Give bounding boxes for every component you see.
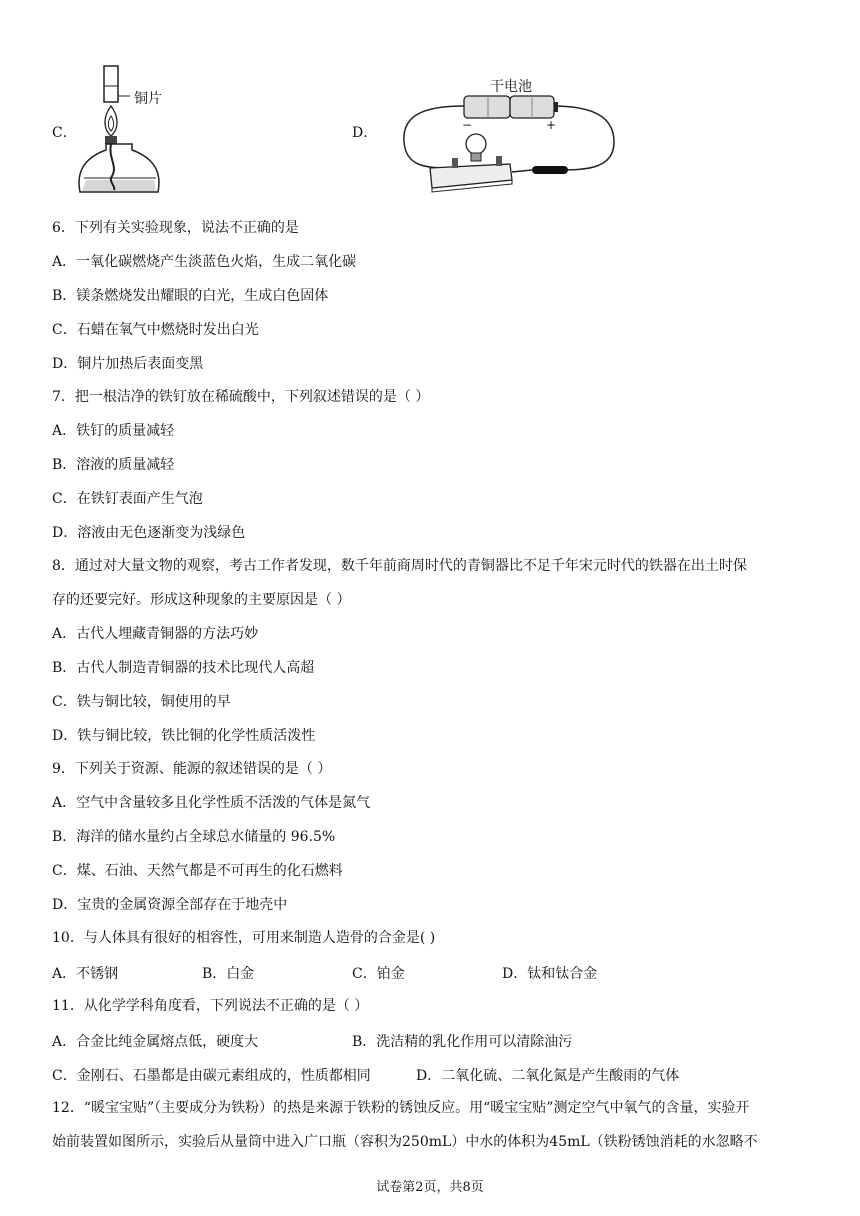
question-8-option-d: D．铁与铜比较，铁比铜的化学性质活泼性 [52, 728, 316, 744]
question-12-line-2: 始前装置如图所示，实验后从量筒中进入广口瓶（容积为250mL）中水的体积为45mL（铁粉锈蚀消耗的水忽略不 [52, 1134, 758, 1150]
question-12-line-1: 12．“暖宝宝贴”（主要成分为铁粉）的热是来源于铁粉的锈蚀反应。用“暖宝宝贴”测定空气中氧气的含量，实验开 [52, 1100, 750, 1116]
question-9-option-b: B．海洋的储水量约占全球总水储量的 96.5% [52, 829, 336, 845]
question-10-option-b: B．白金 [202, 966, 255, 982]
question-7-option-c: C．在铁钉表面产生气泡 [52, 491, 203, 507]
question-8-option-b: B．古代人制造青铜器的技术比现代人高超 [52, 660, 315, 676]
question-9-option-d: D．宝贵的金属资源全部存在于地壳中 [52, 897, 288, 913]
question-11-option-d: D．二氧化硫、二氧化氮是产生酸雨的气体 [416, 1068, 680, 1084]
question-7-option-a: A．铁钉的质量减轻 [52, 423, 175, 439]
option-d-label: D． [352, 125, 378, 141]
question-10-option-d: D．钛和钛合金 [502, 966, 598, 982]
question-8-stem-line-2: 存的还要完好。形成这种现象的主要原因是（ ） [52, 592, 351, 608]
question-11-stem: 11．从化学学科角度看，下列说法不正确的是（ ） [52, 998, 369, 1014]
plus-terminal-label: + [546, 118, 557, 132]
question-7-option-b: B．溶液的质量减轻 [52, 457, 175, 473]
question-10-stem: 10．与人体具有很好的相容性，可用来制造人造骨的合金是( ) [52, 930, 436, 946]
question-11-option-c: C．金刚石、石墨都是由碳元素组成的，性质都相同 [52, 1068, 371, 1084]
question-6-stem: 6．下列有关实验现象，说法不正确的是 [52, 220, 299, 236]
question-6-option-c: C．石蜡在氧气中燃烧时发出白光 [52, 322, 259, 338]
question-9-option-c: C．煤、石油、天然气都是不可再生的化石燃料 [52, 863, 343, 879]
battery-label: 干电池 [490, 79, 532, 95]
minus-terminal-label: − [462, 118, 473, 132]
question-7-option-d: D．溶液由无色逐渐变为浅绿色 [52, 525, 246, 541]
alcohol-lamp-copper-figure [78, 62, 188, 198]
question-6-option-b: B．镁条燃烧发出耀眼的白光，生成白色固体 [52, 288, 329, 304]
question-11-option-b: B．洗洁精的乳化作用可以清除油污 [352, 1034, 573, 1050]
question-9-option-a: A．空气中含量较多且化学性质不活泼的气体是氮气 [52, 795, 371, 811]
question-9-stem: 9．下列关于资源、能源的叙述错误的是（ ） [52, 761, 332, 777]
option-c-label: C． [52, 125, 77, 141]
question-8-option-c: C．铁与铜比较，铜使用的早 [52, 694, 231, 710]
copper-sheet-label: 铜片 [134, 91, 162, 107]
question-8-option-a: A．古代人埋藏青铜器的方法巧妙 [52, 626, 259, 642]
question-6-option-d: D．铜片加热后表面变黑 [52, 356, 204, 372]
question-8-stem-line-1: 8．通过对大量文物的观察，考古工作者发现，数千年前商周时代的青铜器比不足千年宋元时代的铁器在出土时保 [52, 558, 747, 574]
page-footer: 试卷第2页，共8页 [376, 1180, 484, 1195]
question-10-option-c: C．铂金 [352, 966, 405, 982]
question-11-option-a: A．合金比纯金属熔点低，硬度大 [52, 1034, 259, 1050]
question-10-option-a: A．不锈钢 [52, 966, 119, 982]
question-7-stem: 7．把一根洁净的铁钉放在稀硫酸中，下列叙述错误的是（ ） [52, 389, 430, 405]
question-6-option-a: A．一氧化碳燃烧产生淡蓝色火焰，生成二氧化碳 [52, 254, 357, 270]
